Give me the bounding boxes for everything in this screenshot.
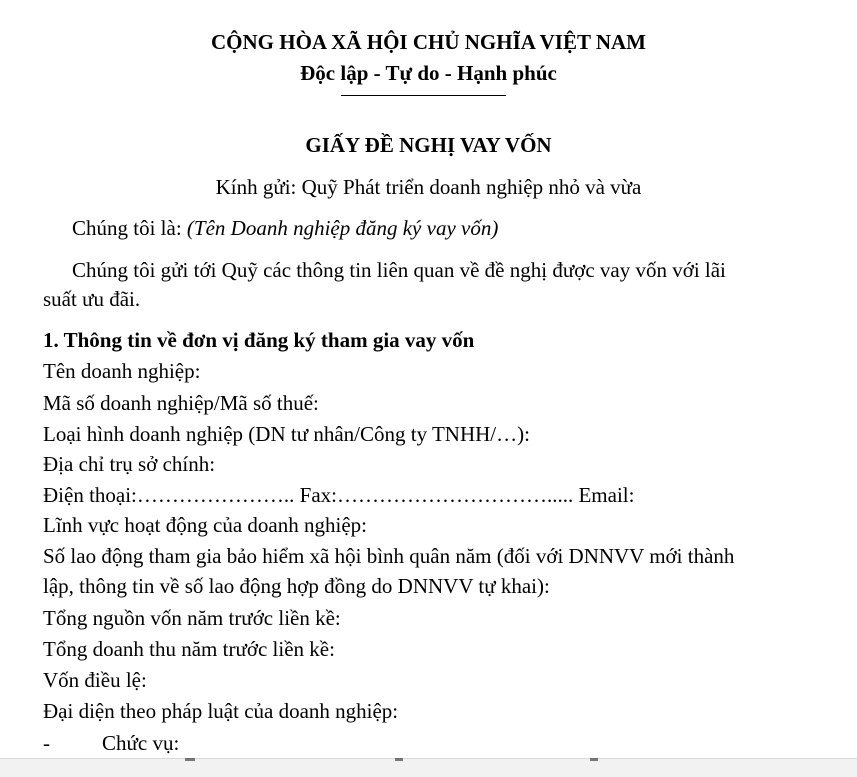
- intro-line-1: Chúng tôi gửi tới Quỹ các thông tin liên quan về đề nghị được vay vốn với lãi: [72, 258, 726, 282]
- field-legal-rep: Đại diện theo pháp luật của doanh nghiệp:: [43, 699, 399, 723]
- national-title: CỘNG HÒA XÃ HỘI CHỦ NGHĨA VIỆT NAM: [210, 30, 647, 54]
- field-phone-fax-email: Điện thoại:………………….. Fax:…………………………..... Email:: [43, 483, 635, 507]
- document-title: GIẤY ĐỀ NGHỊ VAY VỐN: [305, 133, 552, 157]
- we-are-placeholder: (Tên Doanh nghiệp đăng ký vay vốn): [186, 216, 499, 240]
- field-labor-line-2: lập, thông tin về số lao động hợp đồng do DNNVV tự khai):: [43, 574, 550, 598]
- field-charter-capital: Vốn điều lệ:: [43, 668, 147, 692]
- field-position: Chức vụ:: [102, 731, 180, 755]
- field-company-type: Loại hình doanh nghiệp (DN tư nhân/Công ty TNHH/…):: [43, 422, 530, 446]
- field-labor-line-1: Số lao động tham gia bảo hiểm xã hội bình quân năm (đối với DNNVV mới thành: [43, 544, 735, 568]
- motto: Độc lập - Tự do - Hạnh phúc: [300, 61, 557, 85]
- intro-line-2: suất ưu đãi.: [43, 287, 141, 311]
- field-total-capital: Tổng nguồn vốn năm trước liền kề:: [43, 606, 341, 630]
- clipped-text-fragment: [395, 758, 403, 761]
- section-1-heading: 1. Thông tin về đơn vị đăng ký tham gia vay vốn: [43, 328, 475, 352]
- clipped-text-fragment: [590, 758, 598, 761]
- field-business-field: Lĩnh vực hoạt động của doanh nghiệp:: [43, 513, 367, 537]
- clipped-text-fragment: [185, 758, 195, 761]
- we-are-line: [72, 214, 498, 242]
- we-are-label: Chúng tôi là:: [72, 216, 187, 240]
- field-tax-code: Mã số doanh nghiệp/Mã số thuế:: [43, 391, 319, 415]
- position-bullet: -: [43, 731, 50, 755]
- header-underline: [341, 95, 506, 96]
- field-company-name: Tên doanh nghiệp:: [43, 359, 201, 383]
- bottom-scroll-strip: [0, 758, 857, 777]
- recipient-line: Kính gửi: Quỹ Phát triển doanh nghiệp nhỏ và vừa: [215, 175, 642, 199]
- field-address: Địa chỉ trụ sở chính:: [43, 452, 216, 476]
- field-total-revenue: Tổng doanh thu năm trước liền kề:: [43, 637, 335, 661]
